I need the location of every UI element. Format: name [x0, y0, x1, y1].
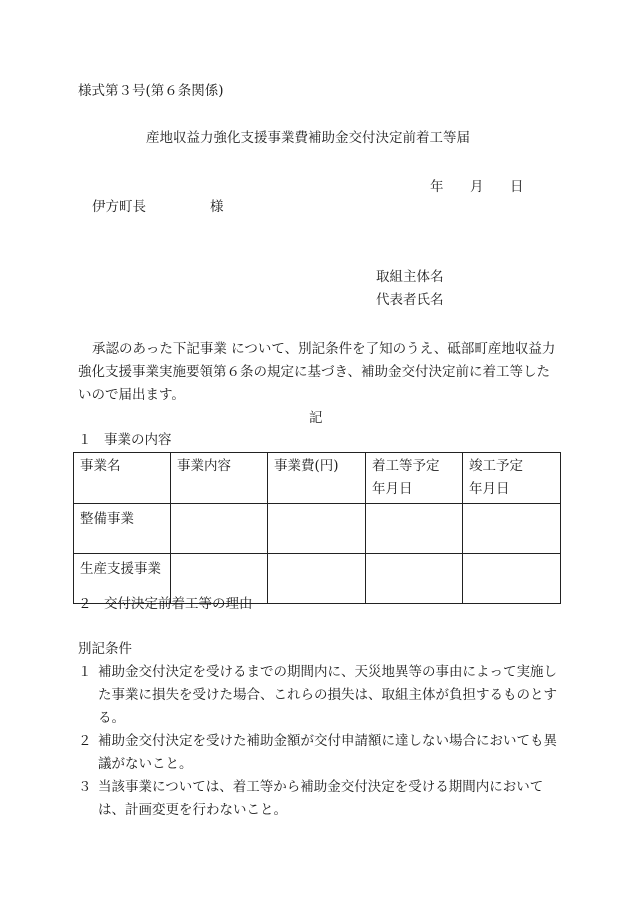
condition-text: 補助金交付決定を受けた補助金額が交付申請額に達しない場合においても異議がないこと。 [98, 733, 557, 772]
date-line [430, 178, 524, 196]
addressee-line [92, 198, 224, 216]
body-paragraph: 承認のあった下記事業 について、別記条件を了知のうえ、砥部町産地収益力強化支援事業実施要領第６条の規定に基づき、補助金交付決定前に着工等したいので届出ます。 [78, 341, 556, 403]
ki-heading: 記 [309, 410, 323, 426]
table-header-cell: 竣工予定 年月日 [463, 453, 561, 504]
table-header-cell: 事業名 [74, 453, 171, 504]
table-cell-cost [268, 504, 366, 554]
conditions-list [78, 661, 568, 822]
table-cell-end [463, 554, 561, 604]
representative-label: 代表者氏名 [376, 292, 444, 308]
project-table [73, 452, 561, 604]
table-row [74, 504, 561, 554]
table-cell-content [171, 504, 268, 554]
applicant-label: 取組主体名 [376, 269, 444, 285]
condition-number: １ [78, 664, 92, 680]
table-cell-start [366, 554, 463, 604]
condition-number: ２ [78, 733, 92, 749]
table-header-row [74, 453, 561, 504]
table-cell-name: 整備事業 [74, 504, 171, 554]
date-month: 月 [470, 179, 484, 195]
document-title: 産地収益力強化支援事業費補助金交付決定前着工等届 [146, 130, 470, 146]
condition-number: ３ [78, 779, 92, 795]
condition-item [78, 730, 568, 776]
condition-item [78, 661, 568, 730]
date-day: 日 [510, 179, 524, 195]
section1-heading [78, 431, 172, 449]
section2-heading [78, 595, 253, 613]
table-header-cell: 事業費(円) [268, 453, 366, 504]
form-number: 様式第３号(第６条関係) [78, 83, 224, 99]
section1-title: 事業の内容 [104, 432, 172, 448]
condition-text: 当該事業については、着工等から補助金交付決定を受ける期間内においては、計画変更を行わないこと。 [98, 779, 544, 818]
table-header-cell: 着工等予定 年月日 [366, 453, 463, 504]
conditions-title: 別記条件 [78, 641, 132, 657]
table-header-cell: 事業内容 [171, 453, 268, 504]
table-cell-cost [268, 554, 366, 604]
section2-number: ２ [78, 596, 92, 612]
table-cell-name: 生産支援事業 [74, 554, 171, 604]
addressee: 伊方町長 [92, 199, 146, 215]
table-cell-end [463, 504, 561, 554]
condition-item [78, 776, 568, 822]
date-year: 年 [430, 179, 444, 195]
section1-number: １ [78, 432, 92, 448]
condition-text: 補助金交付決定を受けるまでの期間内に、天災地異等の事由によって実施した事業に損失を受けた場合、これらの損失は、取組主体が負担するものとする。 [98, 664, 557, 726]
honorific: 様 [210, 199, 224, 215]
table-cell-start [366, 504, 463, 554]
section2-title: 交付決定前着工等の理由 [104, 596, 253, 612]
